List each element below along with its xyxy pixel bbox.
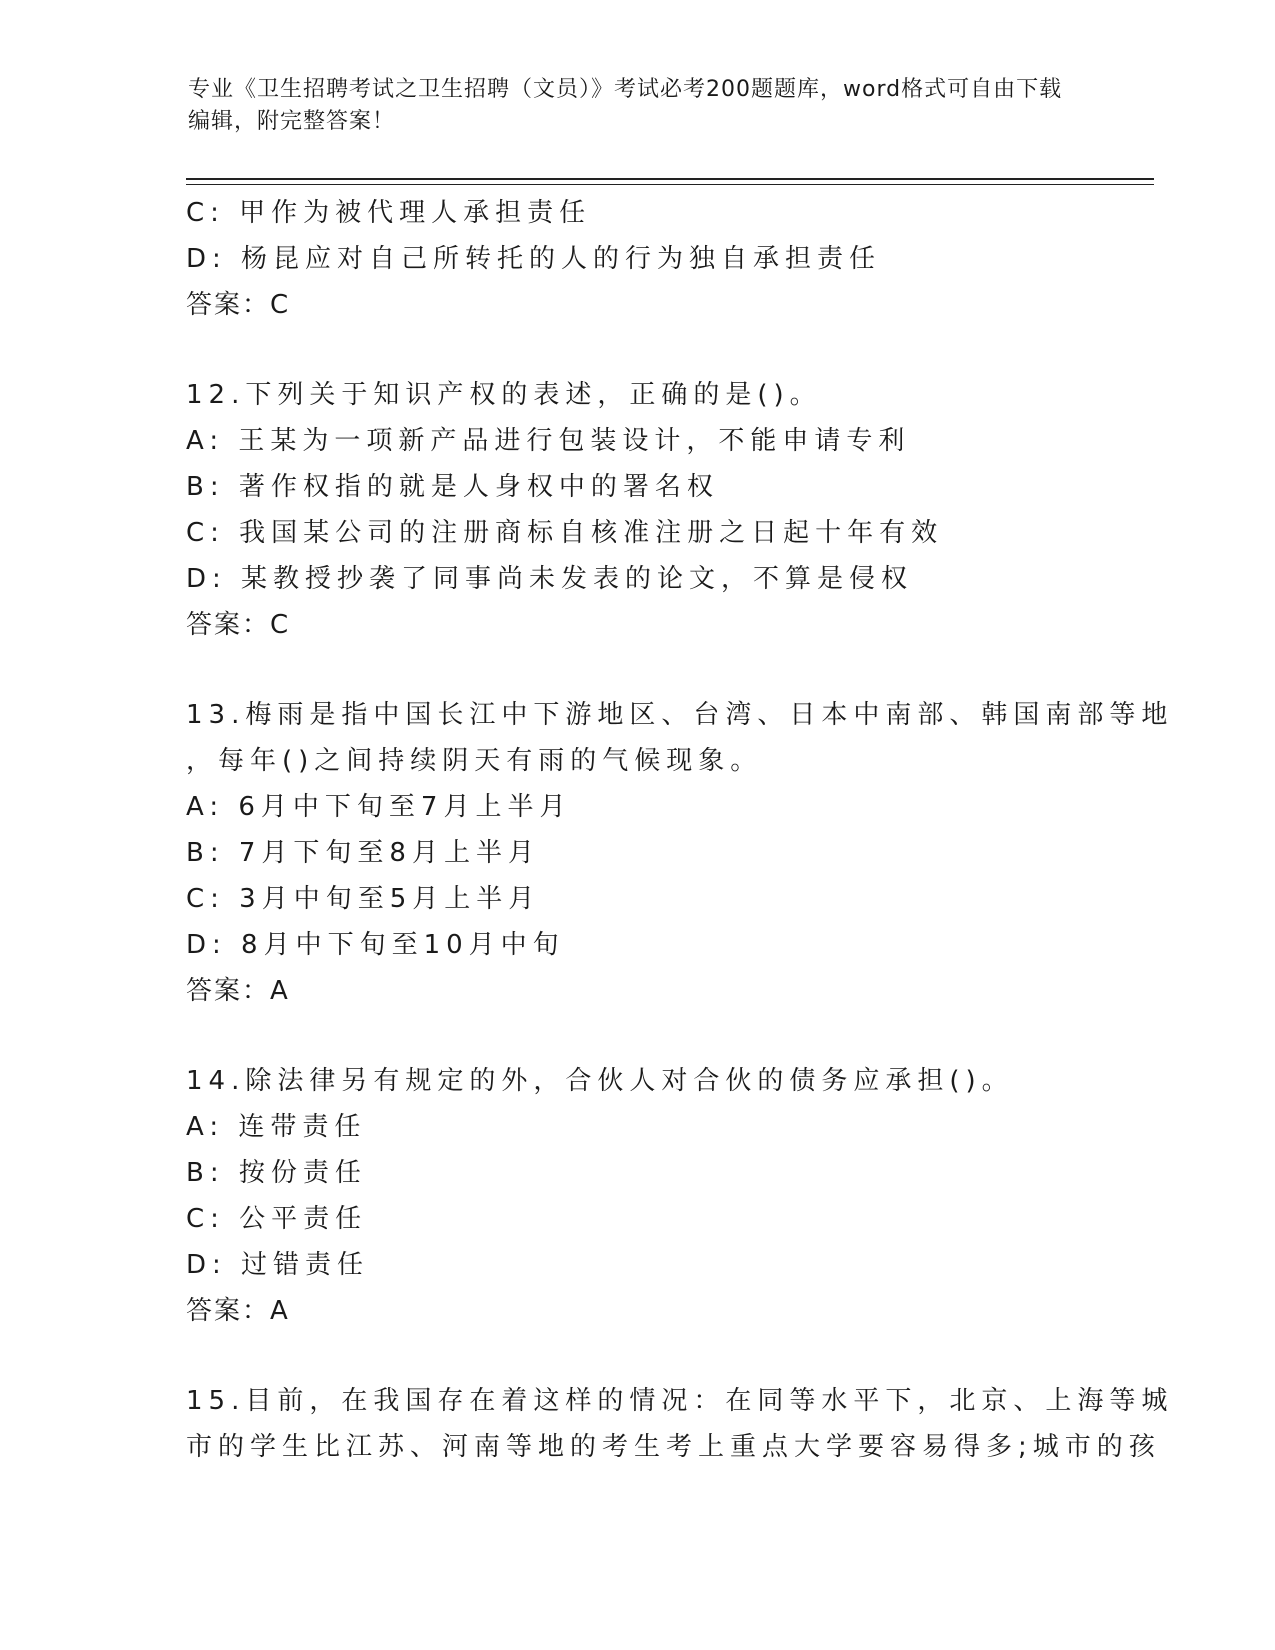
option-line: A: 6月中下旬至7月上半月	[186, 792, 572, 822]
answer-line: 答案：A	[186, 1296, 290, 1326]
option-line: B: 著作权指的就是人身权中的署名权	[186, 472, 719, 502]
question-stem: 15.目前，在我国存在着这样的情况：在同等水平下，北京、上海等城	[186, 1386, 1174, 1416]
question-12	[186, 372, 1086, 648]
option-line: B: 7月下旬至8月上半月	[186, 838, 540, 868]
option-line: C: 3月中旬至5月上半月	[186, 884, 541, 914]
option-line: C: 甲作为被代理人承担责任	[186, 198, 592, 228]
header-rule-thick	[186, 178, 1154, 180]
option-line: D: 杨昆应对自己所转托的人的行为独自承担责任	[186, 244, 882, 274]
question-15	[186, 1378, 1174, 1470]
question-content	[186, 190, 1174, 1470]
question-13	[186, 692, 1174, 1014]
option-line: D: 8月中下旬至10月中旬	[186, 930, 565, 960]
option-line: D: 过错责任	[186, 1250, 370, 1280]
answer-line: 答案：A	[186, 976, 290, 1006]
question-stem: 13.梅雨是指中国长江中下游地区、台湾、日本中南部、韩国南部等地	[186, 700, 1174, 730]
question-stem-continued: ，每年()之间持续阴天有雨的气候现象。	[186, 746, 763, 776]
question-stem: 14.除法律另有规定的外，合伙人对合伙的债务应承担()。	[186, 1066, 1014, 1096]
option-line: C: 我国某公司的注册商标自核准注册之日起十年有效	[186, 518, 944, 548]
question-14	[186, 1058, 1086, 1334]
option-line: A: 连带责任	[186, 1112, 367, 1142]
document-header: 专业《卫生招聘考试之卫生招聘（文员）》考试必考200题题库，word格式可自由下载编辑，附完整答案！	[188, 77, 1063, 134]
question-stem: 12.下列关于知识产权的表述，正确的是()。	[186, 380, 822, 410]
answer-line: 答案：C	[186, 610, 291, 640]
option-line: D: 某教授抄袭了同事尚未发表的论文，不算是侵权	[186, 564, 914, 594]
question-stem-continued: 市的学生比江苏、河南等地的考生考上重点大学要容易得多;城市的孩	[186, 1432, 1161, 1462]
option-line: A: 王某为一项新产品进行包装设计，不能申请专利	[186, 426, 911, 456]
option-line: B: 按份责任	[186, 1158, 367, 1188]
option-line: C: 公平责任	[186, 1204, 368, 1234]
answer-line: 答案：C	[186, 290, 291, 320]
header-rule-thin	[186, 184, 1154, 185]
